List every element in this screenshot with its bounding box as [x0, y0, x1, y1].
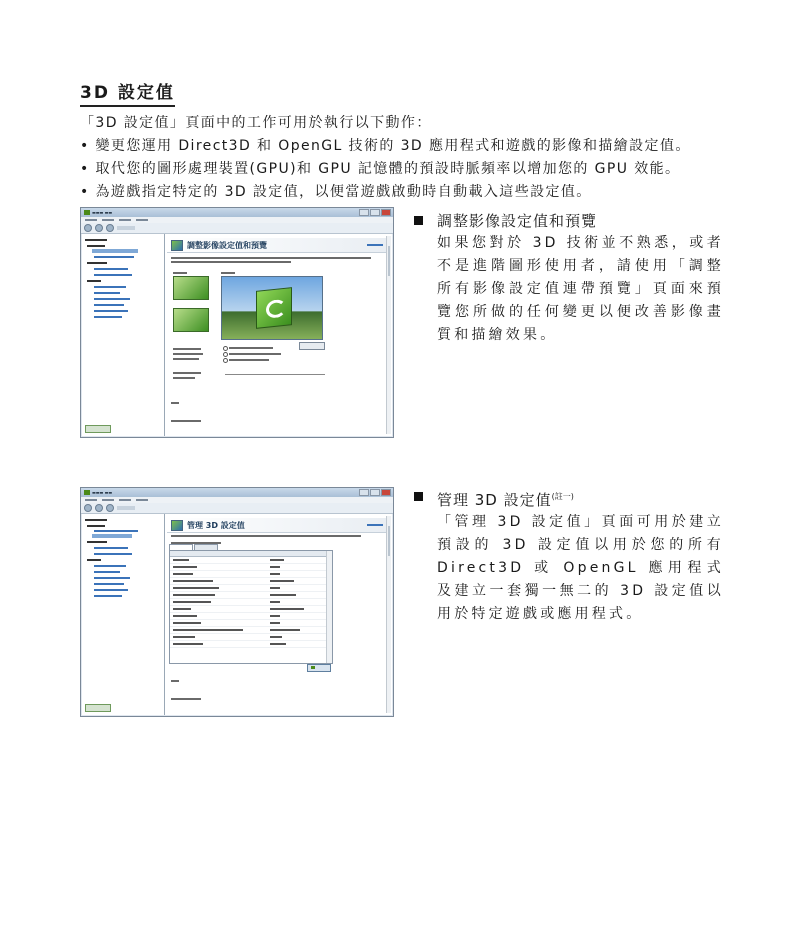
settings-table: [169, 550, 333, 664]
screenshot-page-title: 調整影像設定值和預覽: [187, 240, 267, 250]
3d-preview-image: [221, 276, 323, 340]
task-item: • 變更您運用 Direct3D 和 OpenGL 技術的 3D 應用程式和遊戲的影像和描繪設定值。: [80, 135, 691, 158]
back-icon: [84, 504, 92, 512]
task-item: • 取代您的圖形處理裝置(GPU)和 GPU 記憶體的預設時脈頻率以增加您的 GPU 效能。: [80, 158, 691, 181]
preview-thumbnail: [173, 308, 209, 332]
forward-icon: [95, 224, 103, 232]
minimize-icon: [359, 209, 369, 216]
section-heading: 調整影像設定值和預覽: [437, 212, 598, 230]
close-icon: [381, 489, 391, 496]
task-tree: [82, 514, 165, 715]
screenshot-page-title: 管理 3D 設定值: [187, 520, 245, 530]
preview-button: [299, 342, 325, 350]
section-heading: 管理 3D 設定值: [437, 491, 552, 509]
minimize-icon: [359, 489, 369, 496]
bullet-square-icon: [414, 216, 423, 225]
toolbar: [81, 223, 393, 234]
footnote-marker: (註一): [551, 492, 574, 501]
intro-text: 「3D 設定值」頁面中的工作可用於執行以下動作：: [80, 115, 432, 131]
content-pane: [165, 234, 392, 436]
settings-page-icon: [171, 240, 183, 251]
close-icon: [381, 209, 391, 216]
content-scrollbar: [386, 236, 391, 434]
home-icon: [106, 224, 114, 232]
maximize-icon: [370, 489, 380, 496]
screenshot-manage-3d-settings: [80, 487, 394, 717]
forward-icon: [95, 504, 103, 512]
task-item: • 為遊戲指定特定的 3D 設定值，以便當遊戲啟動時自動載入這些設定值。: [80, 181, 691, 204]
nvidia-logo-icon: [84, 210, 90, 215]
nvidia-logo-icon: [84, 490, 90, 495]
home-icon: [106, 504, 114, 512]
back-icon: [84, 224, 92, 232]
content-scrollbar: [386, 516, 391, 713]
restore-button: [307, 664, 331, 672]
content-pane: [165, 514, 392, 715]
task-list: [80, 135, 691, 204]
section-description: 「管理 3D 設定值」頁面可用於建立預設的 3D 設定值以用於您的所有 Direct3D 或 OpenGL 應用程式及建立一套獨一無二的 3D 設定值以用於特定遊戲或應用程式。: [437, 514, 724, 622]
section-adjust-image-settings: [414, 210, 724, 347]
task-tree: [82, 234, 165, 436]
bullet-square-icon: [414, 492, 423, 501]
section-description: 如果您對於 3D 技術並不熟悉，或者不是進階圖形使用者，請使用「調整所有影像設定值連帶預覽」頁面來預覽您所做的任何變更以便改善影像畫質和描繪效果。: [437, 235, 724, 343]
section-manage-3d-settings: [414, 486, 724, 626]
toolbar: [81, 503, 393, 514]
window-titlebar: ▬▬▬ ▬▬: [81, 208, 393, 217]
settings-page-icon: [171, 520, 183, 531]
maximize-icon: [370, 209, 380, 216]
window-titlebar: ▬▬▬ ▬▬: [81, 488, 393, 497]
preview-thumbnail: [173, 276, 209, 300]
page-title: 3D 設定值: [80, 82, 175, 107]
screenshot-adjust-image-settings: [80, 207, 394, 438]
